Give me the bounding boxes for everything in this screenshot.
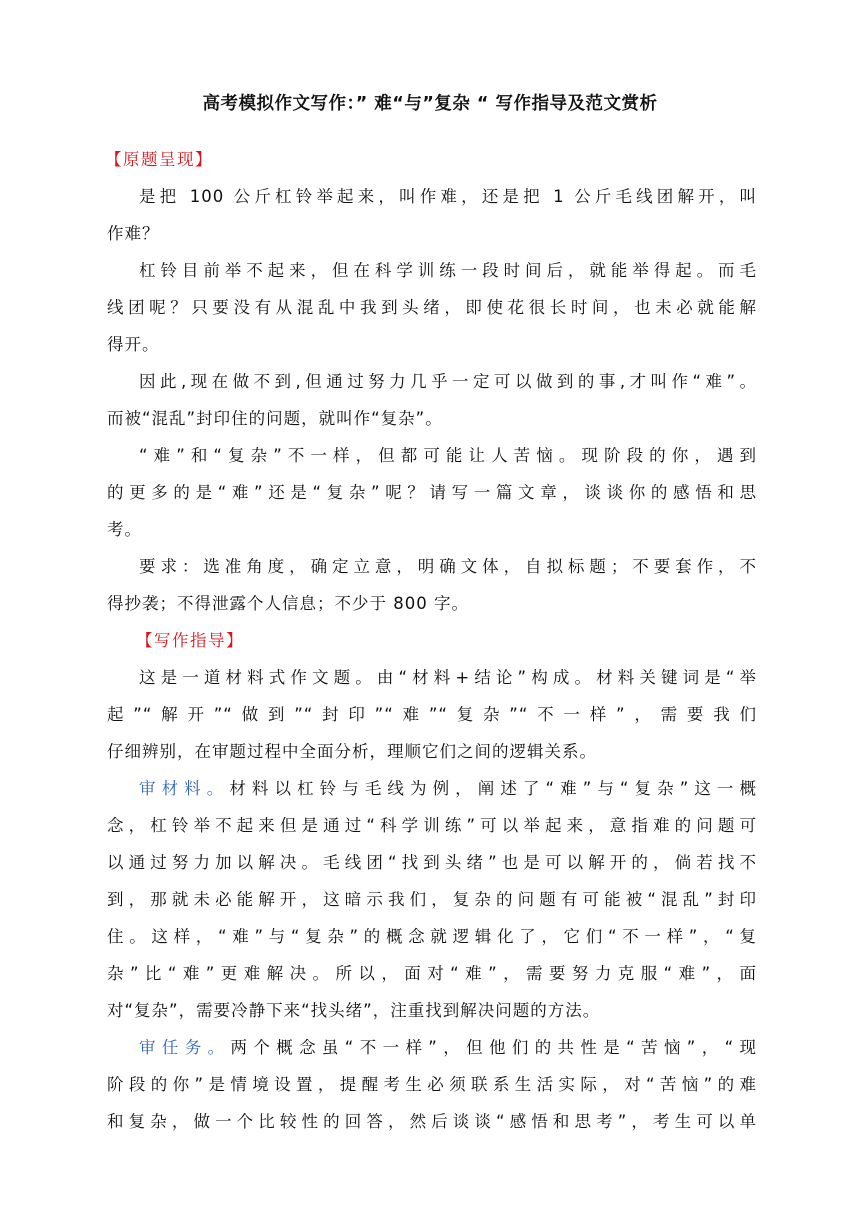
text-line: 得开。 <box>107 335 160 354</box>
text-line: 杂”比“难”更难解决。所以，面对“难”，需要努力克服“难”，面 <box>107 964 757 983</box>
text-line: 这是一道材料式作文题。由“材料+结论”构成。材料关键词是“举 <box>139 668 757 687</box>
text-line: 和复杂，做一个比较性的回答，然后谈谈“感悟和思考”，考生可以单 <box>107 1112 757 1131</box>
text-line: 念，杠铃举不起来但是通过“科学训练”可以举起来，意指难的问题可 <box>107 816 757 835</box>
text-line: 因此,现在做不到,但通过努力几乎一定可以做到的事,才叫作“难”。 <box>139 372 757 391</box>
text-line: 以通过努力加以解决。毛线团“找到头绪”也是可以解开的，倘若找不 <box>107 853 757 872</box>
section-heading-original: 【原题呈现】 <box>105 150 213 169</box>
text-line: 杠铃目前举不起来，但在科学训练一段时间后，就能举得起。而毛 <box>139 261 757 280</box>
text-line <box>139 1029 757 1066</box>
text-line: 对“复杂”，需要冷静下来“找头绪”，注重找到解决问题的方法。 <box>107 1001 601 1020</box>
text-line: 线团呢？只要没有从混乱中我到头绪，即使花很长时间，也未必就能解 <box>107 298 757 317</box>
text-line: 得抄袭；不得泄露个人信息；不少于 800 字。 <box>107 594 469 613</box>
text-line: 住。这样，“难”与“复杂”的概念就逻辑化了，它们“不一样”，“复 <box>107 927 757 946</box>
text-line: 阶段的你”是情境设置，提醒考生必须联系生活实际，对“苦恼”的难 <box>107 1075 757 1094</box>
section-heading-guide: 【写作指导】 <box>136 631 244 650</box>
text-line: 考。 <box>107 520 142 539</box>
text-line: 的更多的是“难”还是“复杂”呢？请写一篇文章，谈谈你的感悟和思 <box>107 483 757 502</box>
text-line: 是把 100 公斤杠铃举起来，叫作难，还是把 1 公斤毛线团解开，叫 <box>139 187 757 206</box>
text-line: 起”“解开”“做到”“封印”“难”“复杂”“不一样”，需要我们 <box>107 705 757 724</box>
text-line: 要求：选准角度，确定立意，明确文体，自拟标题；不要套作，不 <box>139 557 757 576</box>
text-line: 作难？ <box>107 224 160 243</box>
label-review-material: 审材料。 <box>139 779 230 798</box>
page-title: 高考模拟作文写作：” 难“与”复杂 “ 写作指导及范文赏析 <box>202 94 658 114</box>
text-line: 而被“混乱”封印住的问题，就叫作“复杂”。 <box>107 409 443 428</box>
text-line: “难”和“复杂”不一样，但都可能让人苦恼。现阶段的你，遇到 <box>139 446 757 465</box>
text-line: 仔细辨别，在审题过程中全面分析，理顺它们之间的逻辑关系。 <box>107 742 597 761</box>
label-review-task: 审任务。 <box>139 1038 231 1057</box>
text-span: 两个概念虽“不一样”，但他们的共性是“苦恼”，“现 <box>230 1038 757 1057</box>
text-line: 到，那就未必能解开，这暗示我们，复杂的问题有可能被“混乱”封印 <box>107 890 757 909</box>
text-line <box>139 770 757 807</box>
text-span: 材料以杠铃与毛线为例，阐述了“难”与“复杂”这一概 <box>229 779 757 798</box>
